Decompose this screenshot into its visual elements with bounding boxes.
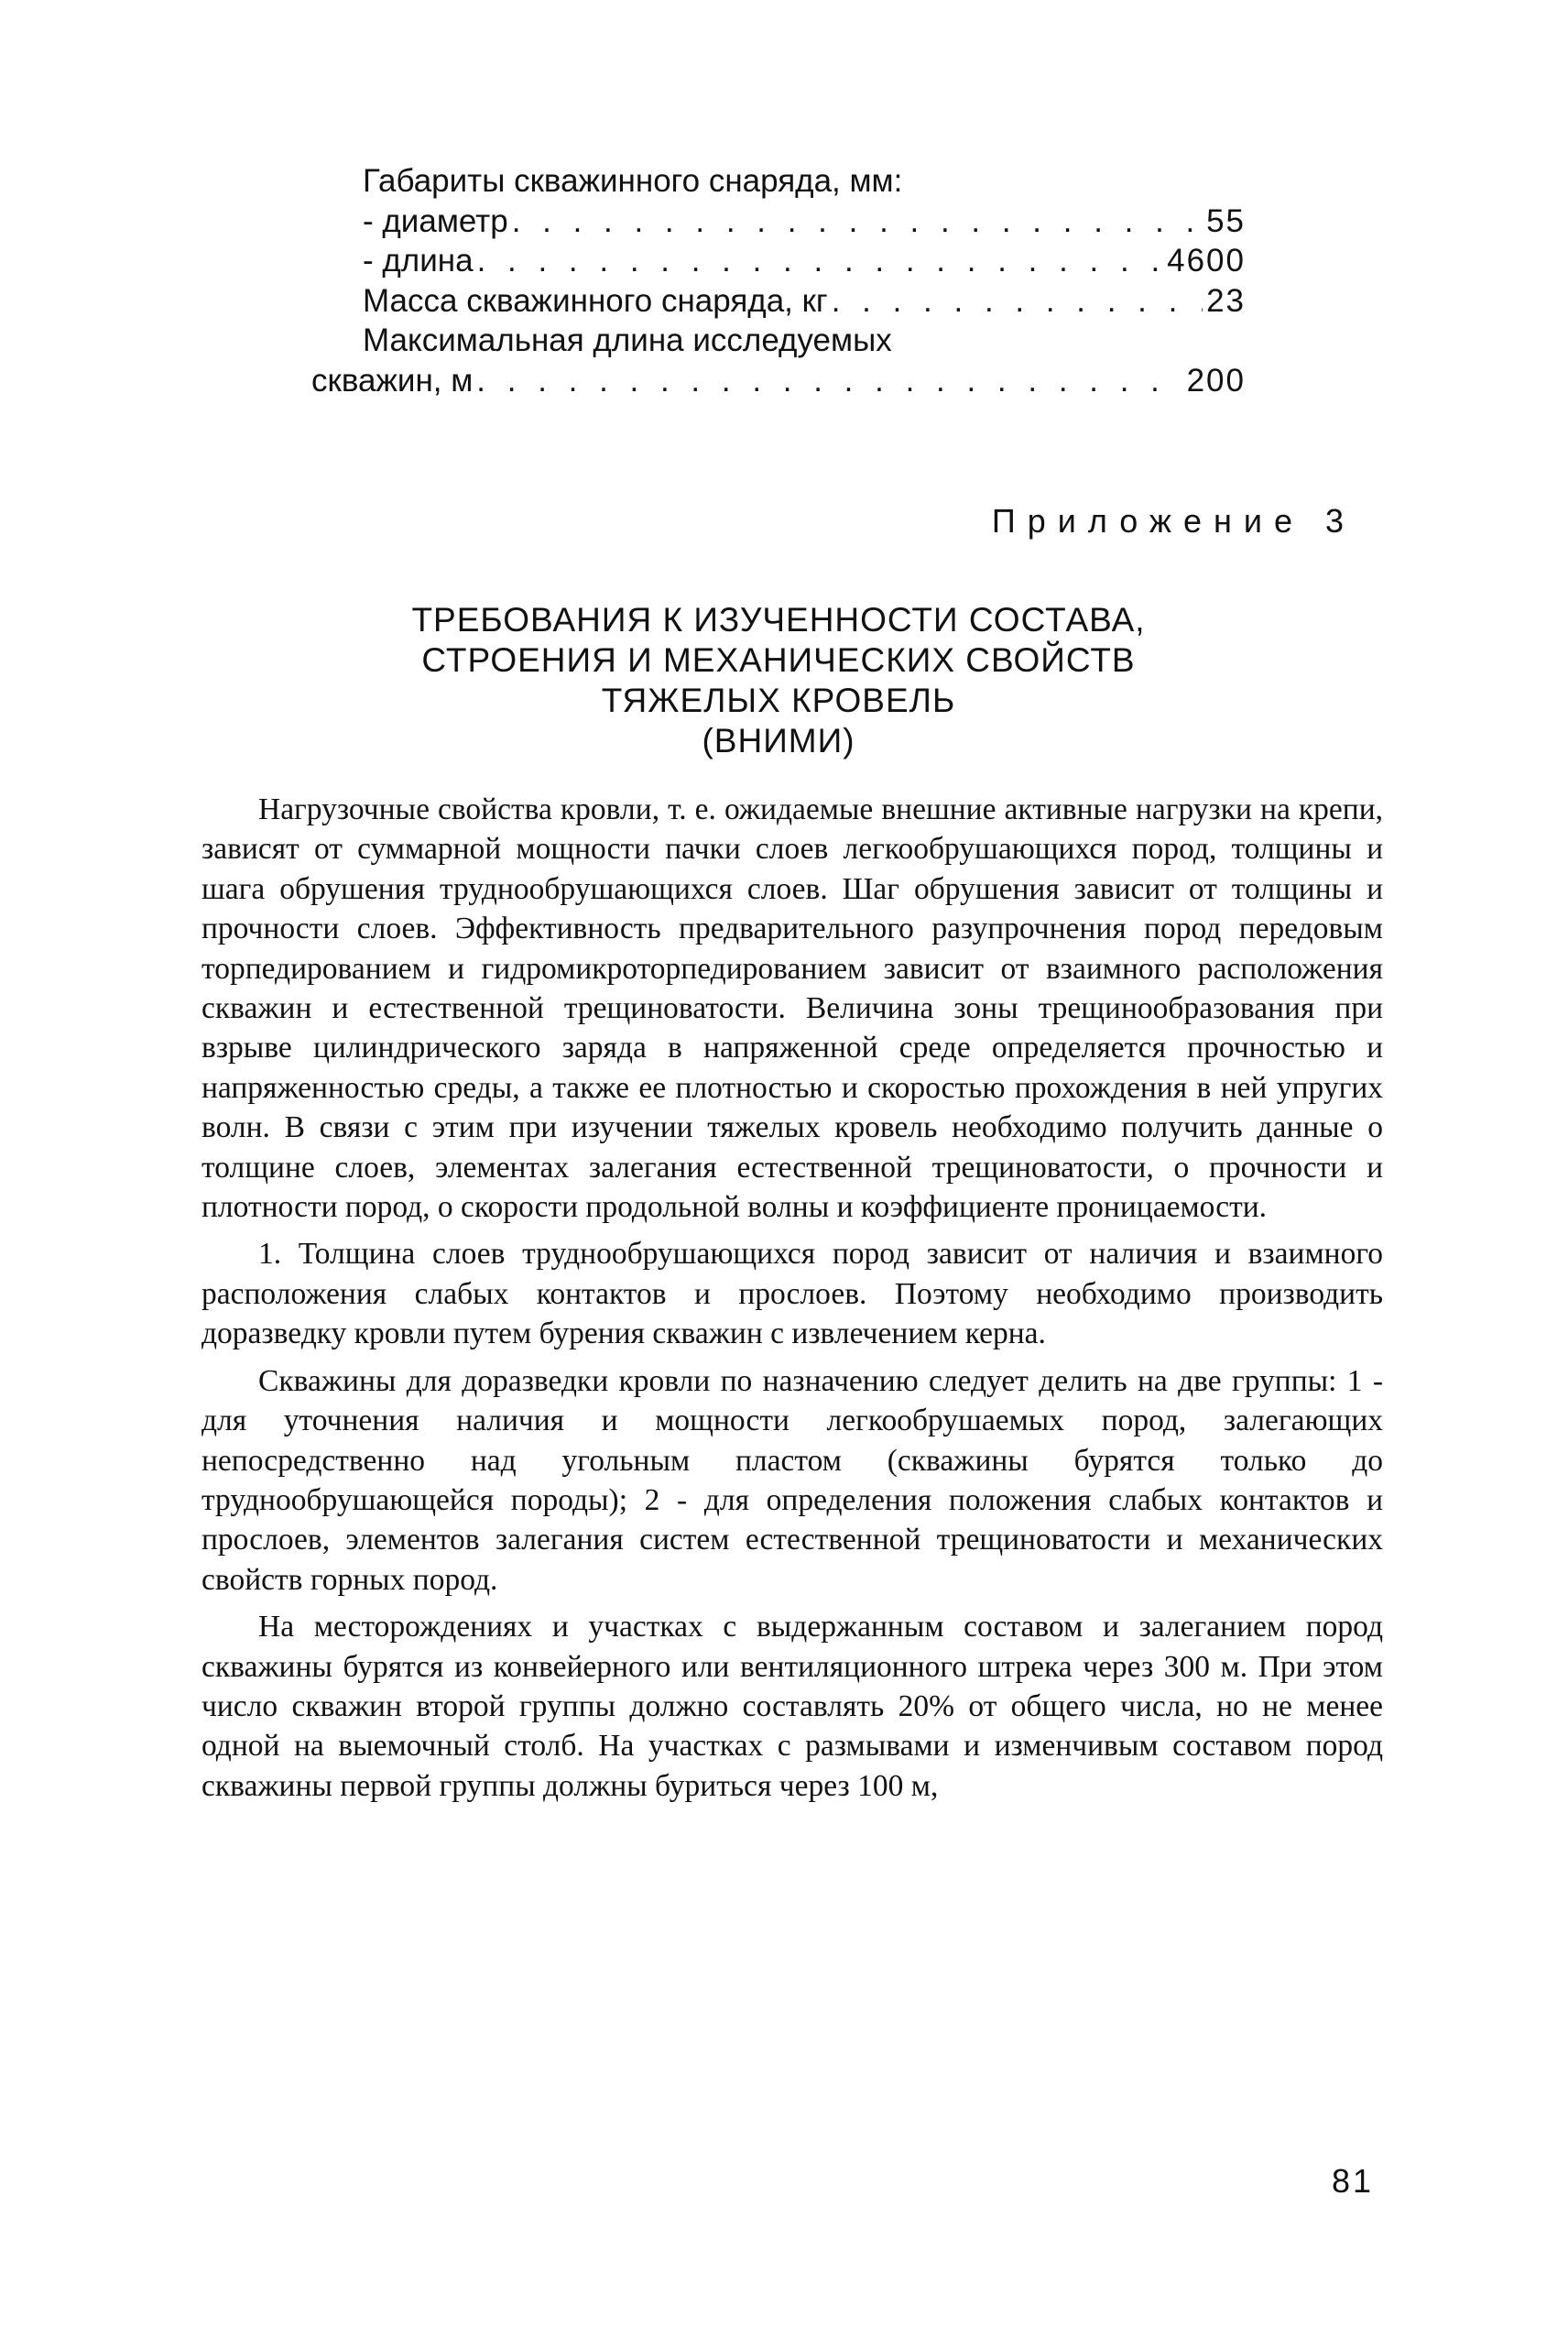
appendix-label: Приложение 3 [991, 502, 1356, 540]
spec-row-length [311, 241, 1246, 281]
body-text [201, 790, 1383, 1813]
spec-row-mass [311, 281, 1246, 322]
spec-value-diameter: 55 [1206, 202, 1246, 239]
spec-label-maxdepth: скважин, м [311, 362, 474, 399]
spec-value-maxdepth: 200 [1186, 362, 1246, 399]
spec-value-length: 4600 [1167, 243, 1246, 279]
spec-value-mass: 23 [1206, 282, 1246, 319]
dot-leader [512, 202, 1203, 242]
paragraph: Нагрузочные свойства кровли, т. е. ожидаемые внешние активные нагрузки на крепи, зависят от суммарной мощности пачки слоев легкообрушающихся пород, толщины и шага обрушения труднообрушающихся слоев. Шаг обрушения зависит от толщины и прочности слоев. Эффективность предварительного разупрочнения пород передовым торпедированием и гидромикроторпедированием зависит от взаимного расположения скважин и естественной трещиноватости. Величина зоны трещинообразования при взрыве цилиндрического заряда в напряженной среде определяется прочностью и напряженностью среды, а также ее плотностью и скоростью прохождения в ней упругих волн. В связи с этим при изучении тяжелых кровель необходимо получить данные о толщине слоев, элементах залегания естественной трещиноватости, о прочности и плотности пород, о скорости продольной волны и коэффициенте проницаемости. [201, 792, 1383, 1225]
title-line-2: СТРОЕНИЯ И МЕХАНИЧЕСКИХ СВОЙСТВ [421, 641, 1136, 679]
spec-label-diameter: - диаметр [363, 202, 508, 239]
page-number: 81 [1331, 2162, 1374, 2200]
spec-label-maxdepth-line1: Максимальная длина исследуемых [363, 322, 892, 358]
title-line-4: (ВНИМИ) [702, 722, 855, 759]
section-title [220, 600, 1337, 761]
dot-leader [832, 281, 1203, 322]
spec-row-maxdepth [311, 361, 1246, 401]
dot-leader [477, 241, 1164, 281]
paragraph: На месторождениях и участках с выдержанным составом и залеганием пород скважины бурятся из конвейерного или вентиляционного штрека через 300 м. При этом число скважин второй группы должно составлять 20% от общего числа, но не менее одной на выемочный столб. На участках с размывами и изменчивым составом пород скважины первой группы должны буриться через 100 м, [201, 1610, 1383, 1803]
spec-label-length: - длина [363, 243, 474, 279]
specs-heading: Габариты скважинного снаряда, мм: [363, 163, 903, 199]
paragraph: 1. Толщина слоев труднообрушающихся пород зависит от наличия и взаимного расположения слабых контактов и прослоев. Поэтому необходимо производить доразведку кровли путем бурения скважин с извлечением керна. [201, 1237, 1383, 1351]
dot-leader [476, 361, 1182, 401]
spec-label-mass: Масса скважинного снаряда, кг [363, 282, 828, 319]
title-line-1: ТРЕБОВАНИЯ К ИЗУЧЕННОСТИ СОСТАВА, [411, 601, 1146, 639]
specifications-list [311, 161, 1246, 400]
title-line-3: ТЯЖЕЛЫХ КРОВЕЛЬ [601, 682, 956, 719]
spec-row-diameter [311, 202, 1246, 242]
paragraph: Скважины для доразведки кровли по назначению следует делить на две группы: 1 - для уточнения наличия и мощности легкообрушаемых пород, залегающих непосредственно над угольным пластом (скважины бурятся только до труднообрушающейся породы); 2 - для определения положения слабых контактов и прослоев, элементов залегания систем естественной трещиноватости и механических свойств горных пород. [201, 1363, 1383, 1597]
